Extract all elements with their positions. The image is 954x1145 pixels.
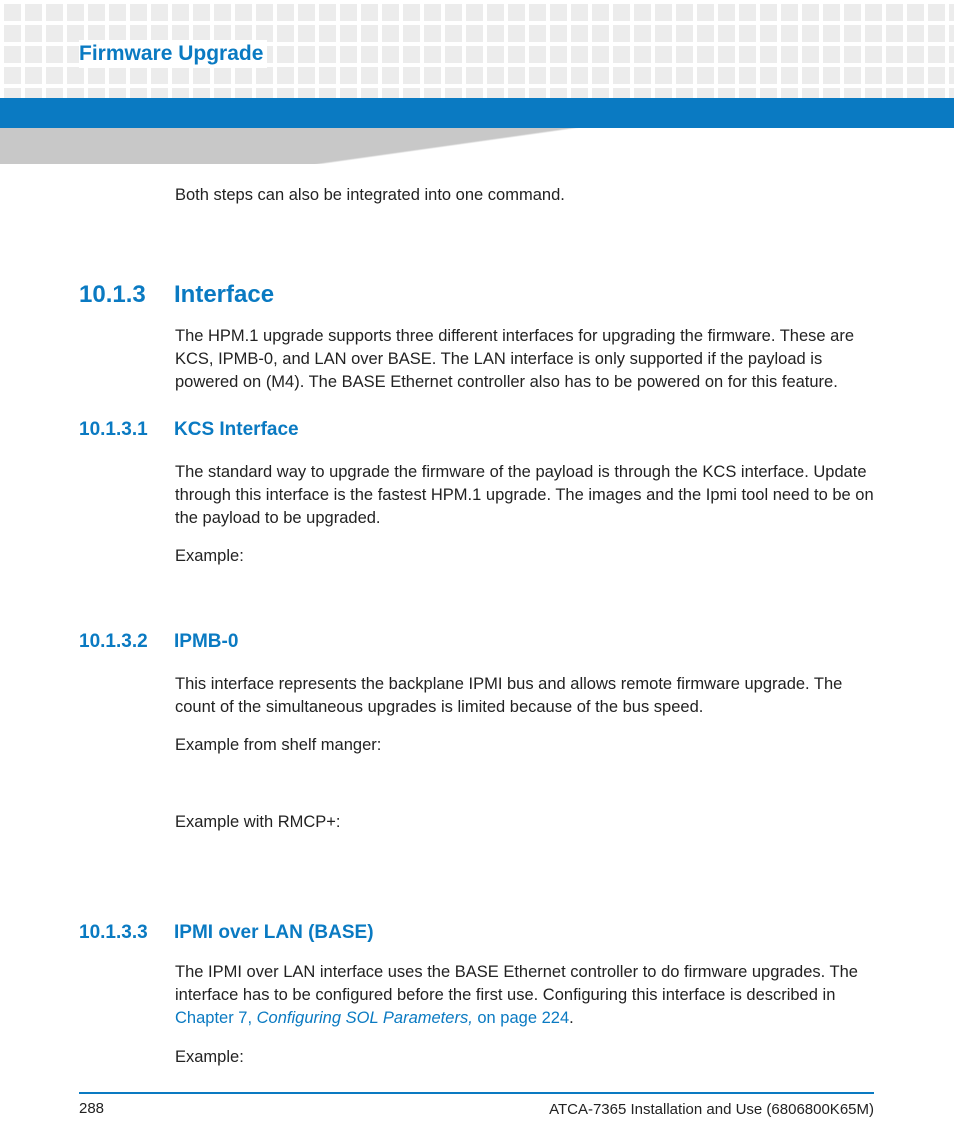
lan-example-label: Example:: [175, 1048, 244, 1066]
header-blue-band: [0, 98, 954, 128]
kcs-example-label: Example:: [175, 547, 244, 565]
lan-number: 10.1.3.3: [79, 922, 148, 943]
page-number: 288: [79, 1100, 105, 1117]
lan-title: IPMI over LAN (BASE): [174, 922, 374, 943]
document-title: ATCA-7365 Installation and Use (6806800K65M): [549, 1101, 874, 1118]
ipmb-number: 10.1.3.2: [79, 631, 148, 652]
intro-paragraph: Both steps can also be integrated into one command.: [175, 186, 565, 204]
header-gray-band: [0, 128, 954, 164]
chapter-link[interactable]: [175, 1009, 569, 1027]
kcs-number: 10.1.3.1: [79, 419, 148, 440]
ipmb-example-shelf: Example from shelf manger:: [175, 736, 382, 754]
chapter-link-title: Configuring SOL Parameters,: [256, 1009, 473, 1027]
section-paragraph: The HPM.1 upgrade supports three different interfaces for upgrading the firmware. These are KCS, IPMB-0, and LAN over BASE. The LAN interface is only supported if the payload is powered on (M4). The BASE Ethernet controller also has to be powered on for this feature.: [175, 327, 855, 391]
ipmb-heading: [79, 631, 238, 653]
kcs-paragraph: The standard way to upgrade the firmware of the payload is through the KCS interface. Update through this interface is the fastest HPM.1 upgrade. The images and the Ipmi tool need to be on the payload to be upgraded.: [175, 463, 874, 527]
kcs-title: KCS Interface: [174, 419, 299, 440]
chapter-link-page: on page 224: [472, 1009, 570, 1027]
footer-rule: [79, 1092, 874, 1094]
ipmb-title: IPMB-0: [174, 631, 239, 652]
kcs-heading: [79, 419, 299, 441]
lan-period: .: [569, 1009, 574, 1027]
section-title: Interface: [174, 281, 275, 308]
section-heading: [79, 281, 274, 309]
lan-heading: [79, 922, 374, 944]
running-header-title: Firmware Upgrade: [79, 40, 267, 68]
lan-paragraph: [175, 961, 875, 1030]
ipmb-example-rmcp: Example with RMCP+:: [175, 813, 341, 831]
section-number: 10.1.3: [79, 281, 146, 308]
lan-body-text: The IPMI over LAN interface uses the BASE Ethernet controller to do firmware upgrades. The interface has to be configured before the first use. Configuring this interface is described in: [175, 963, 858, 1004]
ipmb-paragraph: This interface represents the backplane IPMI bus and allows remote firmware upgrade. The count of the simultaneous upgrades is limited because of the bus speed.: [175, 675, 843, 716]
chapter-link-chapter: Chapter 7,: [175, 1009, 257, 1027]
